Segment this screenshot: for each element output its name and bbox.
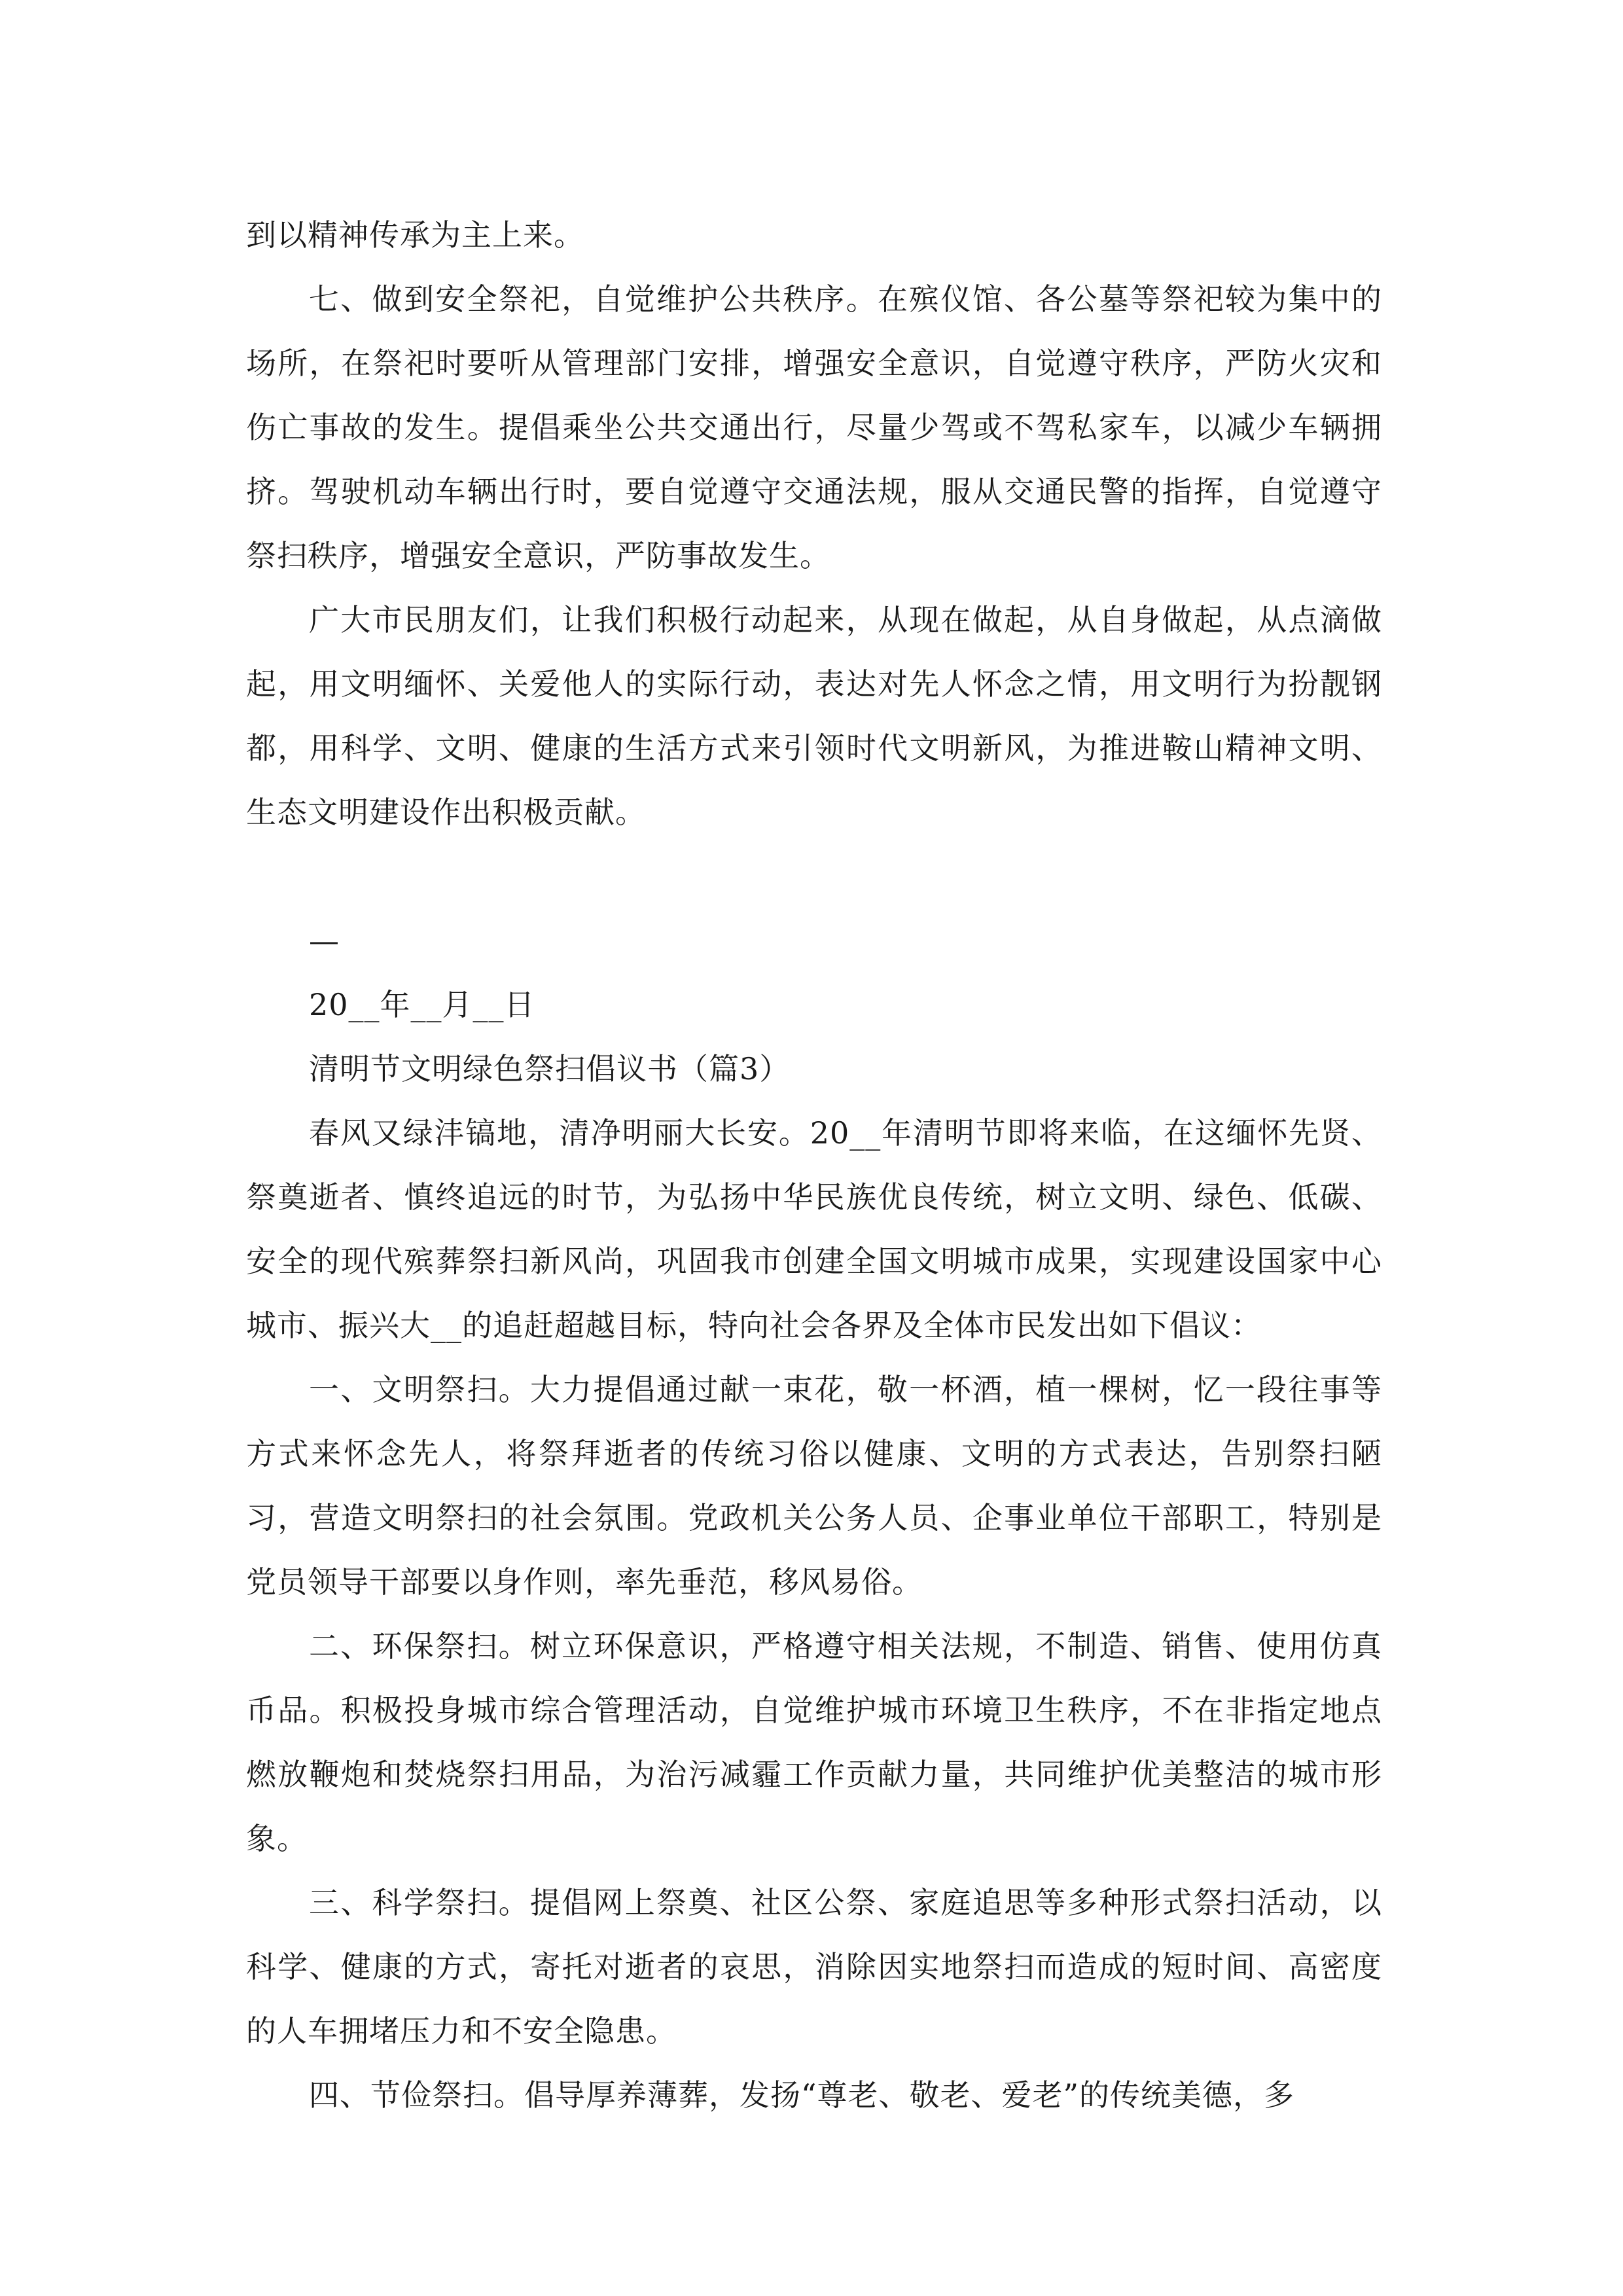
document-body (246, 203, 1382, 2127)
paragraph-item-one: 一、文明祭扫。大力提倡通过献一束花，敬一杯酒，植一棵树，忆一段往事等方式来怀念先人，将祭拜逝者的传统习俗以健康、文明的方式表达，告别祭扫陋习，营造文明祭扫的社会氛围。党政机关公务人员、企事业单位干部职工，特别是党员领导干部要以身作则，率先垂范，移风易俗。 (246, 1372, 1382, 1600)
paragraph-item-two: 二、环保祭扫。树立环保意识，严格遵守相关法规，不制造、销售、使用仿真币品。积极投身城市综合管理活动，自觉维护城市环境卫生秩序，不在非指定地点燃放鞭炮和焚烧祭扫用品，为治污减霾工作贡献力量，共同维护优美整洁的城市形象。 (246, 1628, 1382, 1856)
date-line: 20__年__月__日 (309, 987, 535, 1022)
signature-dash: — (309, 923, 340, 958)
paragraph-continuation: 到以精神传承为主上来。 (246, 217, 584, 253)
spacer (246, 844, 1382, 908)
paragraph-item-seven: 七、做到安全祭祀，自觉维护公共秩序。在殡仪馆、各公墓等祭祀较为集中的场所，在祭祀时要听从管理部门安排，增强安全意识，自觉遵守秩序，严防火灾和伤亡事故的发生。提倡乘坐公共交通出行，尽量少驾或不驾私家车，以减少车辆拥挤。驾驶机动车辆出行时，要自觉遵守交通法规，服从交通民警的指挥，自觉遵守祭扫秩序，增强安全意识，严防事故发生。 (246, 281, 1382, 573)
section-title: 清明节文明绿色祭扫倡议书（篇3） (309, 1051, 791, 1086)
paragraph-intro: 春风又绿沣镐地，清净明丽大长安。20__年清明节即将来临，在这缅怀先贤、祭奠逝者、慎终追远的时节，为弘扬中华民族优良传统，树立文明、绿色、低碳、安全的现代殡葬祭扫新风尚，巩固我市创建全国文明城市成果，实现建设国家中心城市、振兴大__的追赶超越目标，特向社会各界及全体市民发出如下倡议： (246, 1115, 1382, 1343)
paragraph-closing-appeal: 广大市民朋友们，让我们积极行动起来，从现在做起，从自身做起，从点滴做起，用文明缅怀、关爱他人的实际行动，表达对先人怀念之情，用文明行为扮靓钢都，用科学、文明、健康的生活方式来引领时代文明新风，为推进鞍山精神文明、生态文明建设作出积极贡献。 (246, 602, 1382, 830)
paragraph-item-four: 四、节俭祭扫。倡导厚养薄葬，发扬“尊老、敬老、爱老”的传统美德，多 (309, 2077, 1295, 2113)
paragraph-item-three: 三、科学祭扫。提倡网上祭奠、社区公祭、家庭追思等多种形式祭扫活动，以科学、健康的方式，寄托对逝者的哀思，消除因实地祭扫而造成的短时间、高密度的人车拥堵压力和不安全隐患。 (246, 1885, 1382, 2049)
